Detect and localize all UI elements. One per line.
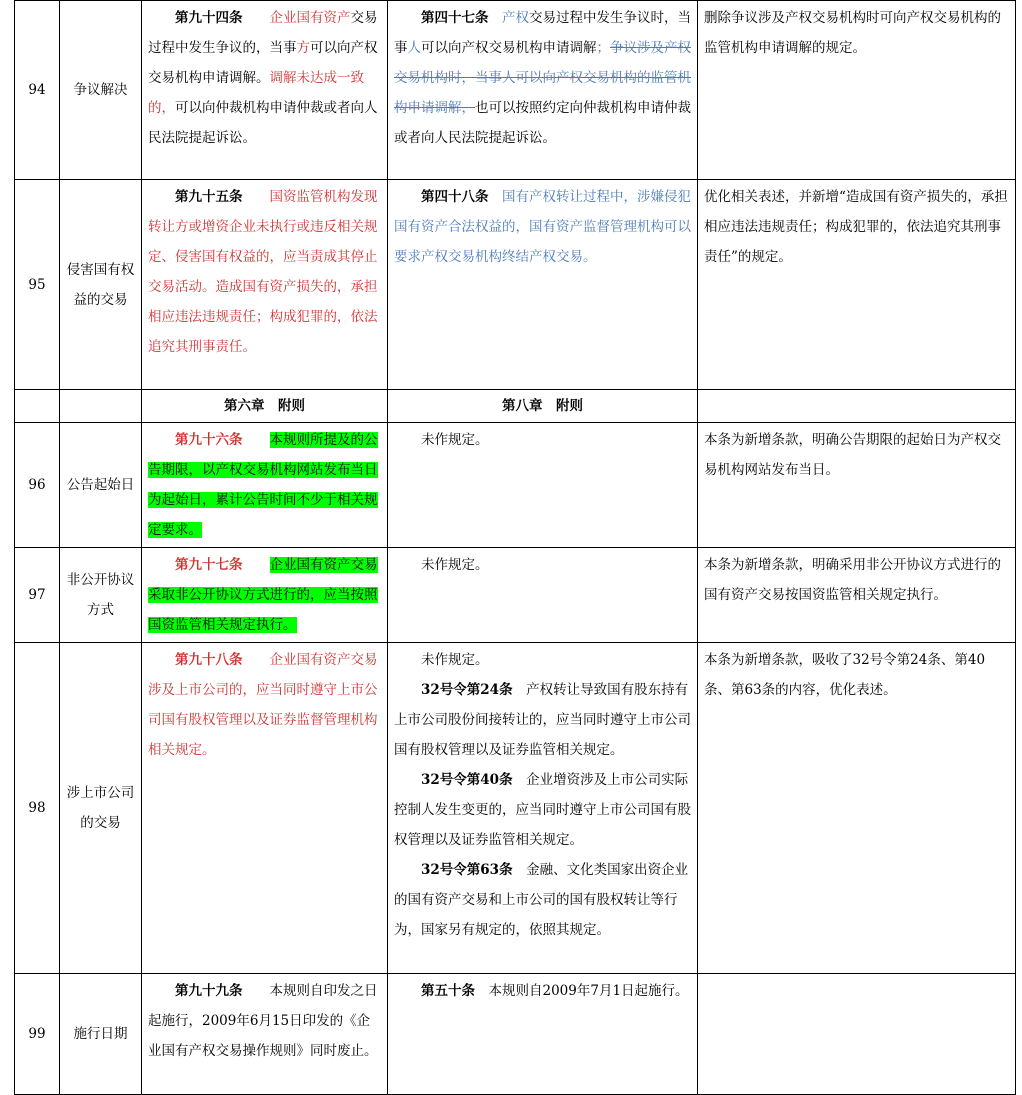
chapter-heading-old: 第八章 附则	[388, 390, 698, 423]
article-text: 金融、文化类国家出资企业的国有资产交易和上市公司的国有股权转让等行为，国家另有规定的，依照其规定。	[394, 862, 689, 938]
article-text: 产权转让导致国有股东持有上市公司股份间接转让的，应当同时遵守上市公司国有股权管理以及证券监管相关规定。	[394, 682, 691, 758]
row-topic: 争议解决	[60, 1, 142, 180]
old-rule-paragraph	[394, 765, 691, 855]
article-heading: 第五十条	[421, 983, 475, 999]
deleted-text: 争议涉及产权交易机构时，当事人可以向产权交易机构的监管机构申请调解，	[394, 40, 691, 116]
old-rule-cell	[388, 180, 698, 390]
article-text: 交易过程中发生争议时，当事	[394, 10, 691, 56]
old-rule-cell	[388, 643, 698, 974]
old-rule-cell	[388, 1, 698, 180]
new-rule-cell	[142, 423, 388, 548]
new-rule-cell	[142, 180, 388, 390]
old-rule-cell	[388, 974, 698, 1095]
row-topic: 公告起始日	[60, 423, 142, 548]
article-text: 可以向产权交易机构申请调解。	[148, 40, 378, 86]
new-rule-cell	[142, 1, 388, 180]
table-row	[15, 643, 1016, 974]
article-text: 企业增资涉及上市公司实际控制人发生变更的，应当同时遵守上市公司国有股权管理以及证券监管相关规定。	[394, 772, 691, 848]
article-text: 可以向仲裁机构申请仲裁或者向人民法院提起诉讼。	[148, 100, 378, 146]
article-heading: 第九十七条	[175, 557, 243, 573]
new-rule-cell	[142, 643, 388, 974]
old-rule-paragraph	[394, 855, 691, 945]
row-number: 94	[15, 1, 60, 180]
note-cell: 本条为新增条款，吸收了32号令第24条、第40条、第63条的内容，优化表述。	[698, 643, 1016, 974]
table-row	[15, 180, 1016, 390]
note-cell: 本条为新增条款，明确公告期限的起始日为产权交易机构网站发布当日。	[698, 423, 1016, 548]
article-text: 也可以按照约定向仲裁机构申请仲裁或者向人民法院提起诉讼。	[394, 100, 691, 146]
old-rule-cell: 未作规定。	[388, 423, 698, 548]
changed-text: 企业国有资产	[269, 10, 351, 26]
article-heading: 32号令第63条	[421, 862, 513, 878]
row-number: 97	[15, 548, 60, 643]
comparison-table	[14, 0, 1016, 1095]
row-number: 96	[15, 423, 60, 548]
row-topic: 非公开协议方式	[60, 548, 142, 643]
article-heading: 32号令第24条	[421, 682, 513, 698]
table-row	[15, 974, 1016, 1095]
article-heading: 第四十八条	[421, 189, 489, 205]
changed-text: 方	[296, 40, 310, 56]
table-row	[15, 548, 1016, 643]
row-topic: 侵害国有权益的交易	[60, 180, 142, 390]
added-text: 本规则所提及的公告期限，以产权交易机构网站发布当日为起始日，累计公告时间不少于相关规定要求。	[148, 432, 378, 538]
article-heading: 第四十七条	[421, 10, 489, 26]
new-rule-cell	[142, 548, 388, 643]
note-cell	[698, 974, 1016, 1095]
table-row	[15, 423, 1016, 548]
note-cell: 删除争议涉及产权交易机构时可向产权交易机构的监管机构申请调解的规定。	[698, 1, 1016, 180]
article-text: 交易过程中发生争议的，当事	[148, 10, 378, 56]
old-rule-paragraph: 未作规定。	[421, 652, 489, 668]
note-cell: 优化相关表述，并新增“造成国有资产损失的，承担相应违法违规责任；构成犯罪的，依法追究其刑事责任”的规定。	[698, 180, 1016, 390]
changed-text: 产权	[502, 10, 529, 26]
changed-text: 国资监管机构发现转让方或增资企业未执行或违反相关规定、侵害国有权益的，应当责成其停止交易活动。造成国有资产损失的，承担相应违法违规责任；构成犯罪的，依法追究其刑事责任。	[148, 189, 378, 355]
changed-text: 国有产权转让过程中，涉嫌侵犯国有资产合法权益的，国有资产监督管理机构可以要求产权交易机构终结产权交易。	[394, 189, 691, 265]
changed-text: 人	[407, 40, 421, 56]
article-heading: 第九十四条	[175, 10, 243, 26]
chapter-row	[15, 390, 1016, 423]
old-rule-paragraph	[394, 675, 691, 765]
table-row	[15, 1, 1016, 180]
article-heading: 第九十六条	[175, 432, 243, 448]
row-number: 98	[15, 643, 60, 974]
article-heading: 第九十八条	[175, 652, 243, 668]
row-number: 95	[15, 180, 60, 390]
note-cell: 本条为新增条款，明确采用非公开协议方式进行的国有资产交易按国资监管相关规定执行。	[698, 548, 1016, 643]
row-number: 99	[15, 974, 60, 1095]
old-rule-cell: 未作规定。	[388, 548, 698, 643]
added-text: 企业国有资产交易采取非公开协议方式进行的，应当按照国资监管相关规定执行。	[148, 557, 378, 633]
article-text: 本规则自2009年7月1日起施行。	[488, 983, 689, 999]
chapter-heading-new: 第六章 附则	[142, 390, 388, 423]
article-heading: 32号令第40条	[421, 772, 513, 788]
article-heading: 第九十五条	[175, 189, 243, 205]
article-text: 本规则自印发之日起施行，2009年6月15日印发的《企业国有产权交易操作规则》同时废止。	[148, 983, 378, 1059]
new-rule-cell	[142, 974, 388, 1095]
changed-text: 调解未达成一致的，	[148, 70, 364, 116]
changed-text: 企业国有资产交易涉及上市公司的，应当同时遵守上市公司国有股权管理以及证券监督管理机构相关规定。	[148, 652, 378, 758]
row-topic: 施行日期	[60, 974, 142, 1095]
row-topic: 涉上市公司的交易	[60, 643, 142, 974]
changed-text: ；	[596, 40, 610, 56]
article-text: 可以向产权交易机构申请调解	[421, 40, 597, 56]
article-heading: 第九十九条	[175, 983, 243, 999]
